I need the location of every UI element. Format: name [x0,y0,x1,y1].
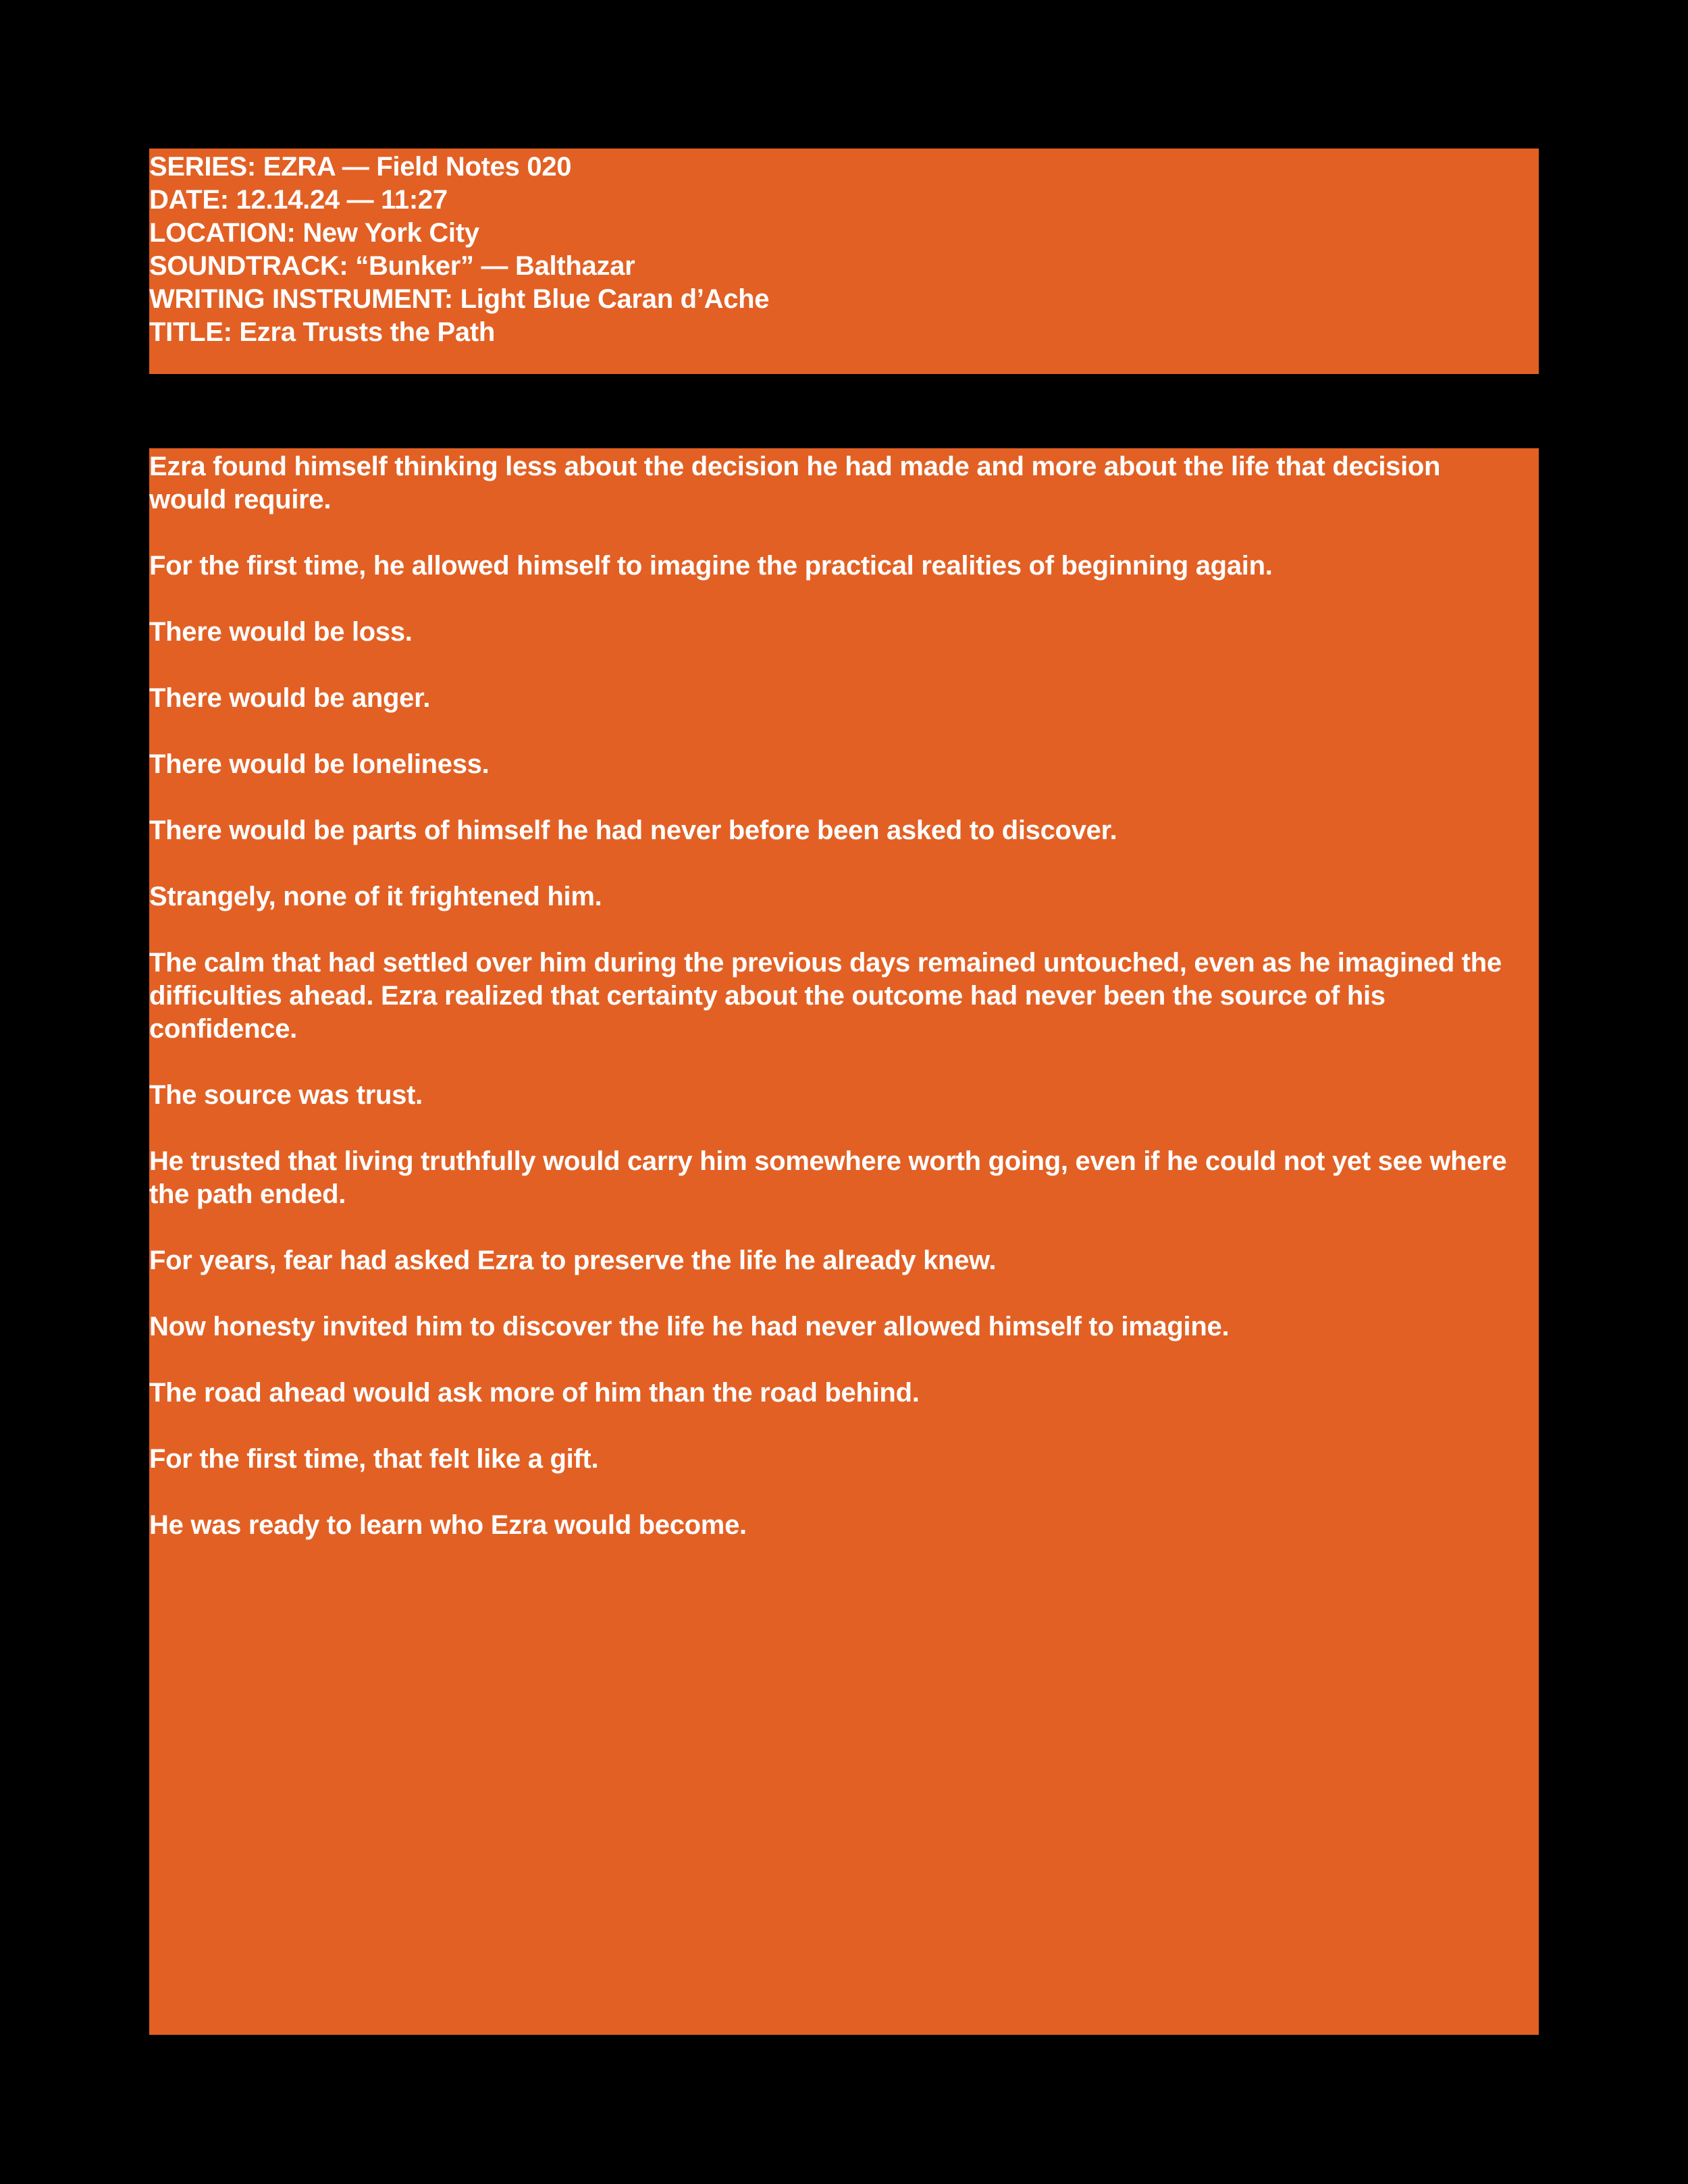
series-line: SERIES: EZRA — Field Notes 020 [149,152,572,182]
paragraph: For the first time, that felt like a gift. [149,1444,599,1474]
paragraph: He trusted that living truthfully would carry him somewhere worth going, even if he could not yet see where the path ended. [149,1146,1507,1209]
paragraph: For the first time, he allowed himself to imagine the practical realities of beginning again. [149,551,1273,581]
paragraph: The source was trust. [149,1080,423,1110]
soundtrack-line: SOUNDTRACK: “Bunker” — Balthazar [149,251,635,281]
metadata-panel [149,149,1539,374]
title-line: TITLE: Ezra Trusts the Path [149,317,495,347]
paragraph: Strangely, none of it frightened him. [149,882,602,911]
paragraph: He was ready to learn who Ezra would become. [149,1510,747,1540]
paragraph: Now honesty invited him to discover the life he had never allowed himself to imagine. [149,1312,1230,1341]
instrument-line: WRITING INSTRUMENT: Light Blue Caran d’Ache [149,284,770,314]
story-text [149,448,1539,1542]
location-line: LOCATION: New York City [149,218,479,248]
paragraph: The calm that had settled over him during the previous days remained untouched, even as he imagined the difficulties ahead. Ezra realized that certainty about the outcome had never been the source of his confidence. [149,948,1502,1044]
paragraph: There would be loneliness. [149,749,490,779]
paragraph: Ezra found himself thinking less about the decision he had made and more about the life that decision would require. [149,452,1441,514]
paragraph: There would be anger. [149,683,431,713]
paragraph: The road ahead would ask more of him than the road behind. [149,1378,920,1408]
date-line: DATE: 12.14.24 — 11:27 [149,185,448,215]
paragraph: There would be loss. [149,617,413,647]
story-panel [149,448,1539,2035]
metadata-lines [149,149,1539,349]
paragraph: There would be parts of himself he had never before been asked to discover. [149,816,1117,845]
paragraph: For years, fear had asked Ezra to preserve the life he already knew. [149,1246,997,1275]
